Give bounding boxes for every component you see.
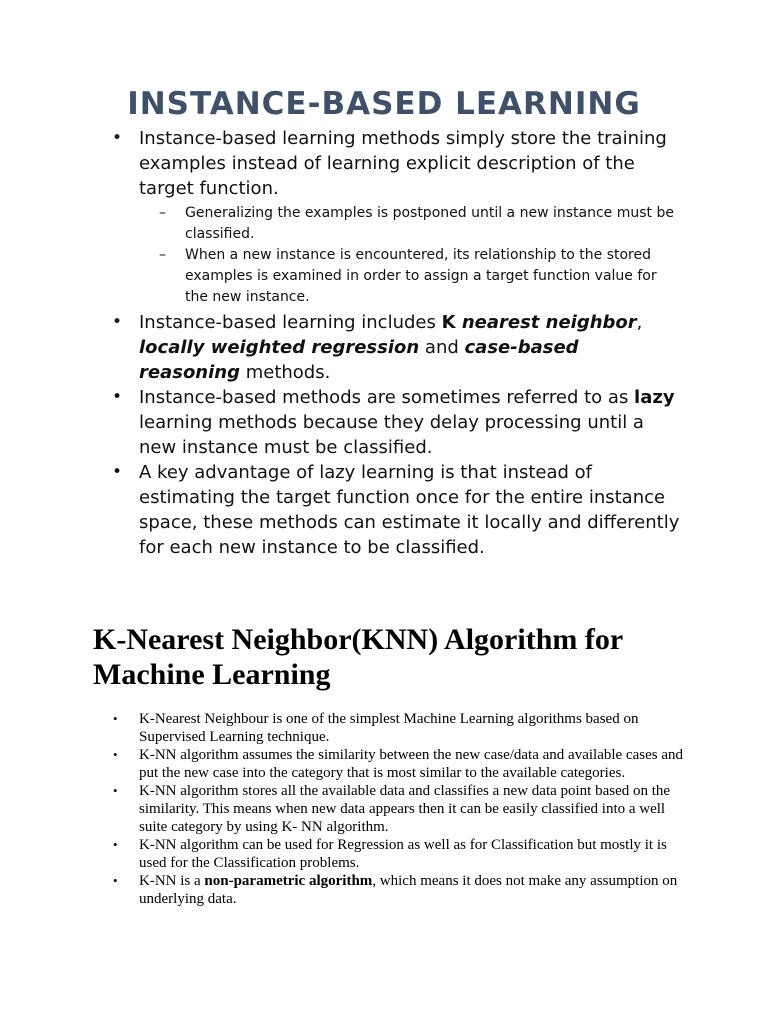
bullet-icon: • [112,387,123,407]
lazy-term: lazy [634,387,675,408]
sub-bullet-item [139,203,682,245]
bullet-item [112,310,682,385]
list-item-text: K-Nearest Neighbour is one of the simplest Machine Learning algorithms based on Supervised Learning technique. [139,711,639,745]
list-item-text: K-NN is a [139,873,205,889]
bullet-icon: • [112,312,123,332]
list-item [113,710,683,746]
knn-heading: K-Nearest Neighbor(KNN) Algorithm for Machine Learning [93,623,623,691]
bullet-item [112,460,682,560]
bullet-icon: • [113,783,118,798]
dash-icon: – [159,247,166,263]
list-item [113,746,683,782]
bullet-icon: • [113,747,118,762]
bullet-text: Instance-based learning methods simply store the training examples instead of learning explicit description of the target function. [139,128,667,199]
knn-section [113,710,683,908]
list-item-text: , which means it does not make any assumption on underlying data. [139,873,678,907]
bullet-text: and [419,337,465,358]
sub-bullet-item [139,245,682,308]
bullet-item [112,385,682,460]
bullet-icon: • [113,873,118,888]
bullet-text: , [636,312,643,333]
instance-based-bullets [112,126,682,560]
list-item [113,872,683,908]
bullet-text: Instance-based learning includes [139,312,442,333]
k-bold: K [441,312,462,333]
bullet-text: A key advantage of lazy learning is that instead of estimating the target function once for the entire instance space, these methods can estimate it locally and differently for each new instance to be classified. [139,462,680,558]
case-based-reasoning-term: case-based reasoning [139,337,579,383]
locally-weighted-regression-term: locally weighted regression [139,337,420,358]
list-item [113,782,683,836]
page-title: INSTANCE-BASED LEARNING [127,86,641,122]
instance-based-section [112,126,682,560]
bullet-icon: • [112,128,123,148]
sub-bullets [139,203,682,308]
bullet-item [112,126,682,308]
sub-bullet-text: When a new instance is encountered, its relationship to the stored examples is examined in order to assign a target function value for the new instance. [185,247,657,305]
knn-bullets [113,710,683,908]
bullet-icon: • [113,711,118,726]
sub-bullet-text: Generalizing the examples is postponed until a new instance must be classified. [185,205,674,242]
non-parametric-term: non-parametric algorithm [204,873,373,889]
list-item-text: K-NN algorithm can be used for Regression as well as for Classification but mostly it is used for the Classification problems. [139,837,667,871]
bullet-icon: • [113,837,118,852]
nearest-neighbor-term: nearest neighbor [461,312,637,333]
list-item [113,836,683,872]
bullet-icon: • [112,462,123,482]
list-item-text: K-NN algorithm stores all the available data and classifies a new data point based on the similarity. This means when new data appears then it can be easily classified into a well suite category by using K- NN algorithm. [139,783,671,835]
bullet-text: methods. [240,362,331,383]
bullet-text: learning methods because they delay processing until a new instance must be classified. [139,412,644,458]
dash-icon: – [159,205,166,221]
bullet-text: Instance-based methods are sometimes referred to as [139,387,635,408]
list-item-text: K-NN algorithm assumes the similarity between the new case/data and available cases and put the new case into the category that is most similar to the available categories. [139,747,683,781]
